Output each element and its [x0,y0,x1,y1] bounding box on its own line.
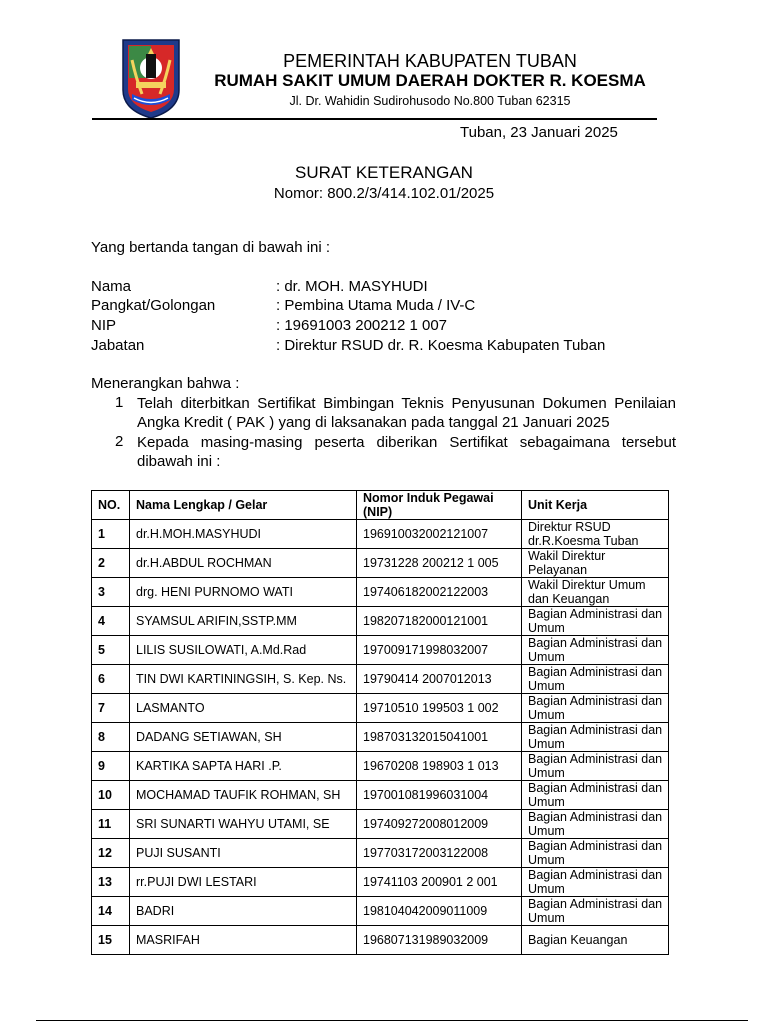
cell-unit: Bagian Administrasi dan Umum [522,868,669,897]
table-row [92,868,669,897]
letter-date: Tuban, 23 Januari 2025 [460,124,618,141]
cell-name: TIN DWI KARTININGSIH, S. Kep. Ns. [130,665,357,694]
table-row [92,752,669,781]
table-row [92,897,669,926]
list-item [137,394,676,432]
cell-name: LASMANTO [130,694,357,723]
intro-text: Yang bertanda tangan di bawah ini : [91,239,331,256]
list-item-line: dibawah ini : [137,453,221,470]
cell-unit: Bagian Keuangan [522,926,669,955]
table-row [92,694,669,723]
explains-text: Menerangkan bahwa : [91,375,240,392]
cell-nip: 197406182002122003 [357,578,522,607]
cell-name: LILIS SUSILOWATI, A.Md.Rad [130,636,357,665]
table-row [92,839,669,868]
list-item-line: Telah diterbitkan Sertifikat Bimbingan Teknis Penyusunan Dokumen Penilaian [137,395,676,412]
cell-no: 2 [92,549,130,578]
cell-unit: Bagian Administrasi dan Umum [522,665,669,694]
list-item [137,433,676,471]
cell-unit: Bagian Administrasi dan Umum [522,607,669,636]
list-item-line: Angka Kredit ( PAK ) yang di laksanakan pada tanggal 21 Januari 2025 [137,414,610,431]
cell-name: drg. HENI PURNOMO WATI [130,578,357,607]
tuban-regency-emblem-icon [120,38,182,120]
letterhead-government: PEMERINTAH KABUPATEN TUBAN [283,51,577,71]
document-title: SURAT KETERANGAN [295,163,473,182]
cell-no: 15 [92,926,130,955]
cell-nip: 197703172003122008 [357,839,522,868]
cell-no: 12 [92,839,130,868]
table-row [92,665,669,694]
document-number: Nomor: 800.2/3/414.102.01/2025 [273,185,495,202]
signer-value: : 19691003 200212 1 007 [276,317,447,334]
column-header-name: Nama Lengkap / Gelar [130,491,357,520]
signer-label: Nama [91,278,132,295]
column-header-nip: Nomor Induk Pegawai (NIP) [357,491,522,520]
cell-no: 7 [92,694,130,723]
letterhead-divider [92,118,657,120]
cell-nip: 19710510 199503 1 002 [357,694,522,723]
column-header-unit: Unit Kerja [522,491,669,520]
list-number: 2 [115,433,124,450]
letterhead-address: Jl. Dr. Wahidin Sudirohusodo No.800 Tuban 62315 [289,94,571,108]
cell-name: dr.H.MOH.MASYHUDI [130,520,357,549]
table-row [92,578,669,607]
table-row [92,781,669,810]
cell-unit: Bagian Administrasi dan Umum [522,781,669,810]
cell-unit: Bagian Administrasi dan Umum [522,839,669,868]
signer-value: : Direktur RSUD dr. R. Koesma Kabupaten Tuban [276,337,606,354]
cell-no: 9 [92,752,130,781]
letterhead-hospital: RUMAH SAKIT UMUM DAERAH DOKTER R. KOESMA [214,71,646,90]
table-row [92,926,669,955]
cell-name: MASRIFAH [130,926,357,955]
signer-value: : Pembina Utama Muda / IV-C [276,297,476,314]
cell-unit: Direktur RSUD dr.R.Koesma Tuban [522,520,669,549]
cell-unit: Bagian Administrasi dan Umum [522,723,669,752]
cell-name: PUJI SUSANTI [130,839,357,868]
cell-unit: Bagian Administrasi dan Umum [522,636,669,665]
cell-nip: 19741103 200901 2 001 [357,868,522,897]
table-row [92,607,669,636]
cell-no: 1 [92,520,130,549]
cell-nip: 198207182000121001 [357,607,522,636]
cell-unit: Bagian Administrasi dan Umum [522,694,669,723]
cell-name: SYAMSUL ARIFIN,SSTP.MM [130,607,357,636]
cell-nip: 196910032002121007 [357,520,522,549]
column-header-no: NO. [92,491,130,520]
table-row [92,723,669,752]
cell-no: 3 [92,578,130,607]
cell-nip: 19790414 2007012013 [357,665,522,694]
cell-no: 5 [92,636,130,665]
cell-nip: 197009171998032007 [357,636,522,665]
cell-name: BADRI [130,897,357,926]
cell-no: 13 [92,868,130,897]
table-row [92,636,669,665]
table-row [92,549,669,578]
signer-label: NIP [91,317,117,334]
cell-nip: 197409272008012009 [357,810,522,839]
cell-nip: 198104042009011009 [357,897,522,926]
cell-nip: 19670208 198903 1 013 [357,752,522,781]
table-row [92,520,669,549]
cell-name: KARTIKA SAPTA HARI .P. [130,752,357,781]
cell-unit: Bagian Administrasi dan Umum [522,752,669,781]
cell-unit: Wakil Direktur Pelayanan [522,549,669,578]
list-number: 1 [115,394,124,411]
cell-nip: 197001081996031004 [357,781,522,810]
signer-value: : dr. MOH. MASYHUDI [276,278,428,295]
cell-unit: Wakil Direktur Umum dan Keuangan [522,578,669,607]
page-bottom-divider [36,1020,748,1021]
participants-table [91,490,669,955]
cell-name: SRI SUNARTI WAHYU UTAMI, SE [130,810,357,839]
cell-no: 4 [92,607,130,636]
signer-label: Pangkat/Golongan [91,297,216,314]
cell-no: 14 [92,897,130,926]
cell-no: 10 [92,781,130,810]
cell-unit: Bagian Administrasi dan Umum [522,810,669,839]
cell-nip: 19731228 200212 1 005 [357,549,522,578]
cell-name: rr.PUJI DWI LESTARI [130,868,357,897]
cell-name: dr.H.ABDUL ROCHMAN [130,549,357,578]
cell-nip: 198703132015041001 [357,723,522,752]
list-item-line: Kepada masing-masing peserta diberikan Sertifikat sebagaimana tersebut [137,434,676,451]
cell-name: MOCHAMAD TAUFIK ROHMAN, SH [130,781,357,810]
cell-nip: 196807131989032009 [357,926,522,955]
cell-no: 6 [92,665,130,694]
table-row [92,810,669,839]
cell-name: DADANG SETIAWAN, SH [130,723,357,752]
cell-unit: Bagian Administrasi dan Umum [522,897,669,926]
table-header-row [92,491,669,520]
cell-no: 8 [92,723,130,752]
cell-no: 11 [92,810,130,839]
signer-label: Jabatan [91,337,145,354]
